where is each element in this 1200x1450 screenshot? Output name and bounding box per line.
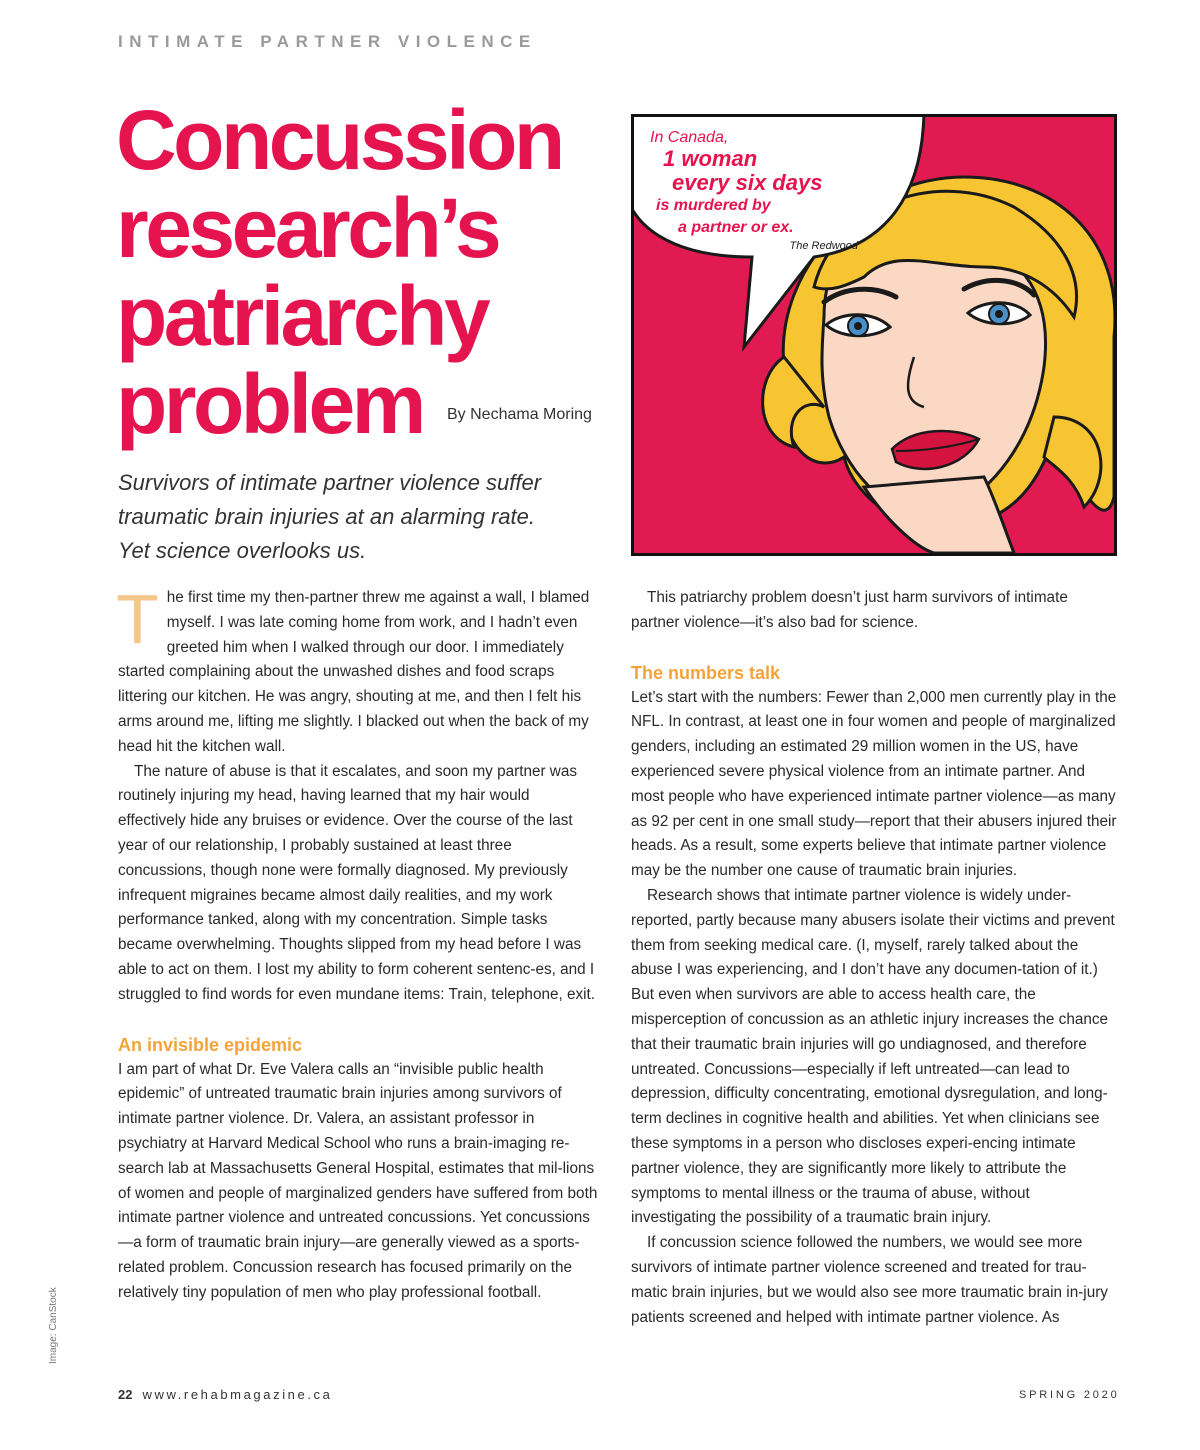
bubble-line: every six days — [672, 170, 823, 195]
deck-line: Survivors of intimate partner violence suffer — [118, 470, 542, 495]
body-paragraph: The nature of abuse is that it escalates, and soon my partner was routinely injuring my head, having learned that my hair would effectively hide any bruises or evidence. Over the course of the last year of our relationship, I probably sustained at least three concussions, though none were formally diagnosed. My previously infrequent migraines became almost daily realities, and my work performance tanked, along with my concentration. Simple tasks became overwhelming. Thoughts slipped from my head before I was able to act on them. I lost my ability to form coherent sentenc-es, and I struggled to find words for even mundane items: Train, telephone, exit. — [118, 762, 596, 1003]
bubble-line: a partner or ex. — [678, 219, 794, 236]
body-paragraph: Let’s start with the numbers: Fewer than 2,000 men currently play in the NFL. In contrast, at least one in four women and people of marginalized genders, including an estimated 29 million women in the US, have experienced severe physical violence from an intimate partner. And most people who have experienced intimate partner violence—as many as 92 per cent in one small study—report that their abusers injured their heads. As a result, some experts believe that intimate partner violence may be the number one cause of traumatic brain injuries. — [631, 688, 1117, 880]
body-paragraph: I am part of what Dr. Eve Valera calls an “invisible public health epidemic” of untreated traumatic brain injuries among survivors of intimate partner violence. Dr. Valera, an assistant professor in psychiatry at Harvard Medical School who runs a brain-imaging re-search lab at Massachusetts General Hospital, estimates that mil-lions of women and people of marginalized genders have suffered from both intimate partner violence and untreated concussions. Yet concussions—a form of traumatic brain injury—are generally viewed as a sports-related problem. Concussion research has focused primarily on the relatively tiny population of men who play professional football. — [118, 1060, 598, 1301]
page-number: 22 — [118, 1387, 133, 1402]
bubble-line: In Canada, — [650, 129, 729, 146]
subhead-numbers-talk: The numbers talk — [631, 662, 781, 683]
body-paragraph: Research shows that intimate partner violence is widely under-reported, partly because many abusers isolate their victims and prevent them from seeking medical care. (I, myself, rarely talked about the abuse I was experiencing, and I don’t have any documen-tation of it.) But even when survivors are able to access health care, the misperception of concussion as an athletic injury increases the chance that their traumatic brain injuries will go undiagnosed, and therefore untreated. Concussions—especially if left untreated—can lead to depression, difficulty concentrating, emotional dysregulation, and long-term declines in cognitive health and abilities. Yet when clinicians see these symptoms in a person who discloses experi-encing intimate partner violence, they are significantly more likely to attribute the symptoms to mental illness or the trauma of abuse, without investigating the possibility of a traumatic brain injury. — [631, 886, 1115, 1227]
body-paragraph: If concussion science followed the numbers, we would see more survivors of intimate partner violence screened and treated for trau-matic brain injuries, but we would also see more traumatic brain in-jury patients screened and helped with intimate partner violence. As — [631, 1234, 1108, 1326]
page-footer — [118, 1387, 333, 1402]
deck-line: traumatic brain injuries at an alarming rate. — [118, 504, 535, 529]
article-title — [116, 93, 596, 451]
bubble-source: The Redwood — [789, 240, 858, 252]
body-paragraph: The first time my then-partner threw me against a wall, I blamed myself. I was late coming home from work, and I hadn’t even greeted him when I walked through our door. I immediately started complaining about the unwashed dishes and food scraps littering our kitchen. He was angry, shouting at me, and then I felt his arms around me, lifting me slightly. I blacked out when the back of my head hit the kitchen wall. — [116, 580, 590, 755]
title-line: problem — [116, 357, 423, 451]
section-label: INTIMATE PARTNER VIOLENCE — [118, 32, 537, 51]
title-line: research’s — [116, 181, 499, 275]
title-line: Concussion — [116, 93, 562, 187]
title-line: patriarchy — [116, 269, 488, 363]
bubble-line: is murdered by — [656, 197, 771, 214]
body-paragraph: This patriarchy problem doesn’t just harm survivors of intimate partner violence—it’s also bad for science. — [631, 589, 1068, 631]
body-column-right — [631, 586, 1117, 1330]
image-credit: Image: CanStock — [48, 1287, 59, 1364]
byline: By Nechama Moring — [447, 406, 592, 423]
article-deck — [118, 466, 588, 568]
drop-cap: T — [116, 580, 159, 658]
pop-art-illustration — [631, 114, 1117, 556]
issue-label: SPRING 2020 — [1019, 1389, 1120, 1401]
speech-bubble-text — [650, 129, 858, 252]
bubble-line: 1 woman — [663, 146, 758, 171]
website-link[interactable]: www.rehabmagazine.ca — [142, 1387, 333, 1402]
body-column-left — [116, 580, 600, 1306]
deck-line: Yet science overlooks us. — [118, 538, 367, 563]
subhead-invisible-epidemic: An invisible epidemic — [118, 1034, 303, 1055]
